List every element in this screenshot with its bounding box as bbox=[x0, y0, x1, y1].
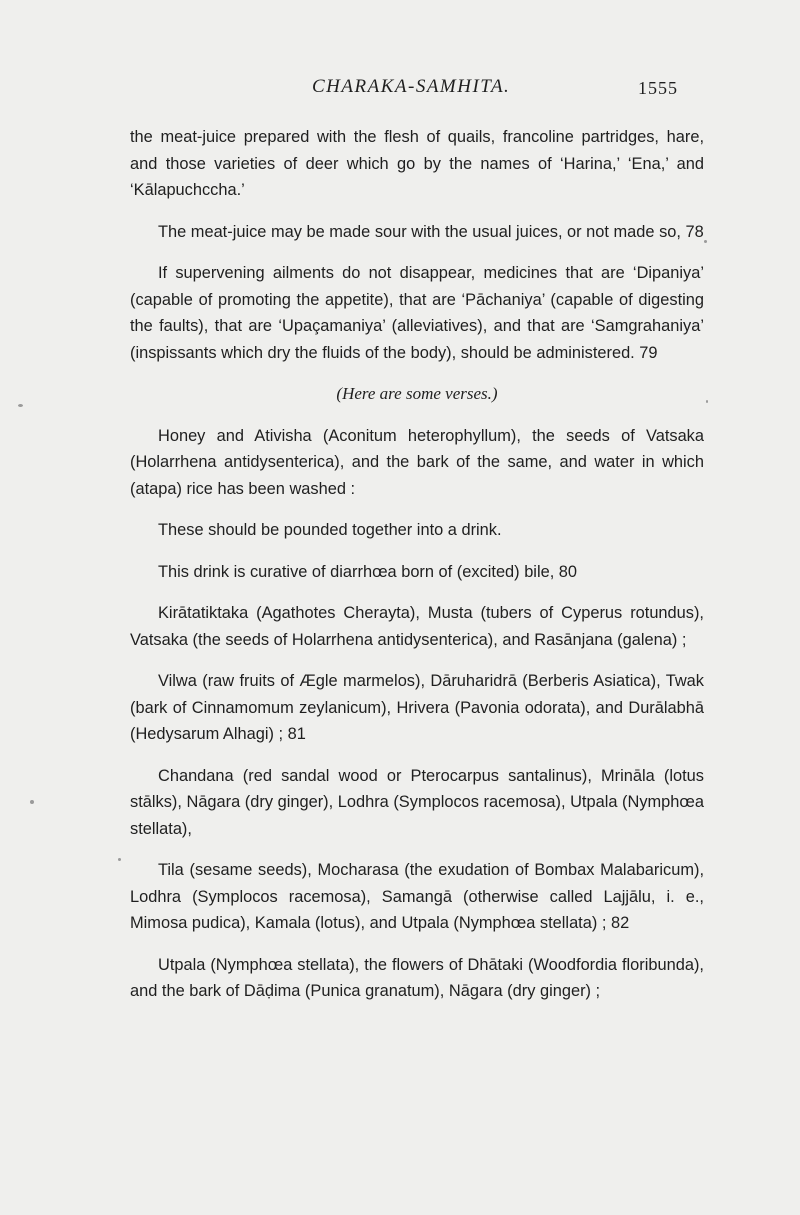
paragraph: These should be pounded together into a drink. bbox=[158, 521, 502, 539]
paragraph: Chandana (red sandal wood or Pterocarpus santalinus), Mrināla (lotus stālks), Nāgara (dry ginger), Lodhra (Symplocos racemosa), Utpala (Nymphœa stellata), bbox=[130, 766, 704, 838]
speck bbox=[18, 404, 23, 407]
paragraph: Tila (sesame seeds), Mocharasa (the exudation of Bombax Malabaricum), Lodhra (Symplocos racemosa), Samangā (otherwise called Lajjālu, i. e., Mimosa pudica), Kamala (lotus), and Utpala (Nymphœa stellata) ; 82 bbox=[130, 861, 704, 932]
running-title: CHARAKA-SAMHITA. bbox=[312, 76, 511, 97]
paragraph: Utpala (Nymphœa stellata), the flowers of Dhātaki (Woodfordia floribunda), and the bark of Dāḍima (Punica granatum), Nāgara (dry ginger) ; bbox=[130, 955, 704, 1000]
speck bbox=[704, 240, 707, 243]
speck bbox=[706, 400, 708, 403]
paragraph: the meat-juice prepared with the flesh of quails, francoline partridges, hare, and those varieties of deer which go by the names of ‘Harina,’ ‘Ena,’ and ‘Kālapuchccha.’ bbox=[130, 128, 704, 199]
paragraph: If supervening ailments do not disappear, medicines that are ‘Dipaniya’ (capable of promoting the appetite), that are ‘Pāchaniya’ (capable of digesting the faults), that are ‘Upaçamaniya’ (alleviatives), and that are ‘Samgrahaniya’ (inspissants which dry the fluids of the body), should be administered. 79 bbox=[130, 264, 704, 362]
page-number: 1555 bbox=[638, 78, 678, 98]
paragraph: The meat-juice may be made sour with the usual juices, or not made so, 78 bbox=[158, 222, 704, 241]
running-header bbox=[0, 76, 800, 102]
paragraph: Vilwa (raw fruits of Ægle marmelos), Dāruharidrā (Berberis Asiatica), Twak (bark of Cinnamomum zeylanicum), Hrivera (Pavonia odorata), and Durālabhā (Hedysarum Alhagi) ; 81 bbox=[130, 672, 704, 743]
speck bbox=[118, 858, 121, 861]
page-body bbox=[130, 124, 704, 1020]
paragraph: Honey and Ativisha (Aconitum heterophyllum), the seeds of Vatsaka (Holarrhena antidysenterica), and the bark of the same, and water in which (atapa) rice has been washed : bbox=[130, 426, 704, 498]
paragraph: Kirātatiktaka (Agathotes Cherayta), Musta (tubers of Cyperus rotundus), Vatsaka (the seeds of Holarrhena antidysenterica), and Rasānjana (galena) ; bbox=[130, 604, 704, 649]
speck bbox=[30, 800, 34, 804]
verse-heading: (Here are some verses.) bbox=[336, 384, 498, 403]
paragraph: This drink is curative of diarrhœa born of (excited) bile, 80 bbox=[158, 562, 578, 581]
